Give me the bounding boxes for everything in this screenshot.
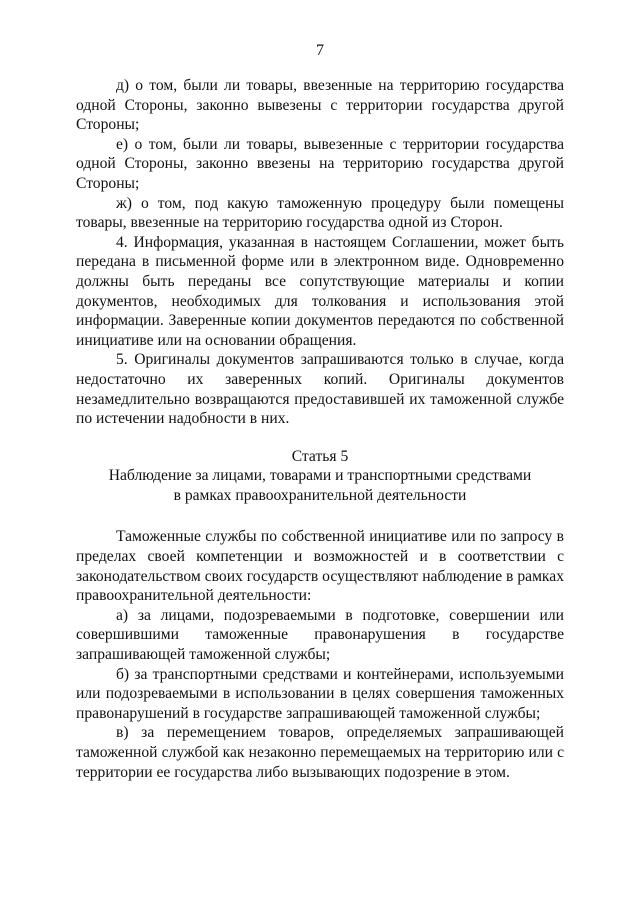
page-number: 7	[316, 42, 324, 59]
paragraph-clause-4: 4. Информация, указанная в настоящем Соглашении, может быть передана в письменной форме или в электронном виде. Одновременно должны быть переданы все сопутствующие материалы и копии документов, необходимых для толкования и использования этой информации. Заверенные копии документов передаются по собственной инициативе или на основании обращения.	[76, 233, 564, 349]
paragraph-item-e: е) о том, были ли товары, вывезенные с территории государства одной Стороны, законно ввезены на территорию государства другой Стороны;	[76, 135, 564, 192]
paragraph-clause-5: 5. Оригиналы документов запрашиваются только в случае, когда недостаточно их заверенных копий. Оригиналы документов незамедлительно возвращаются предоставившей их таможенной службе по истечении надобности в них.	[76, 351, 564, 428]
paragraph-item-zh: ж) о том, под какую таможенную процедуру были помещены товары, ввезенные на территорию государства одной из Сторон.	[76, 194, 564, 232]
paragraph-item-b: б) за транспортными средствами и контейнерами, используемыми или подозреваемыми в использовании в целях совершения таможенных правонарушений в государстве запрашивающей таможенной службы;	[76, 665, 564, 722]
article-heading	[76, 447, 564, 506]
paragraph-article-intro: Таможенные службы по собственной инициативе или по запросу в пределах своей компетенции и возможностей и в соответствии с законодательством своих государств осуществляют наблюдение в рамках правоохранительной деятельности:	[76, 528, 564, 605]
article-title-line-1: Наблюдение за лицами, товарами и транспортными средствами	[108, 467, 532, 485]
paragraph-item-a: а) за лицами, подозреваемыми в подготовке, совершении или совершившими таможенные правонарушения в государстве запрашивающей таможенной службы;	[76, 606, 564, 664]
paragraph-item-d: д) о том, были ли товары, ввезенные на территорию государства одной Стороны, законно вывезены с территории государства другой Стороны;	[76, 77, 564, 134]
article-title-line-2: в рамках правоохранительной деятельности	[173, 486, 467, 504]
paragraph-item-v: в) за перемещением товаров, определяемых запрашивающей таможенной службой как незаконно перемещаемых на территорию или с территории ее государства либо вызывающих подозрение в этом.	[76, 724, 564, 781]
article-number: Статья 5	[291, 447, 349, 465]
document-body	[76, 76, 564, 782]
